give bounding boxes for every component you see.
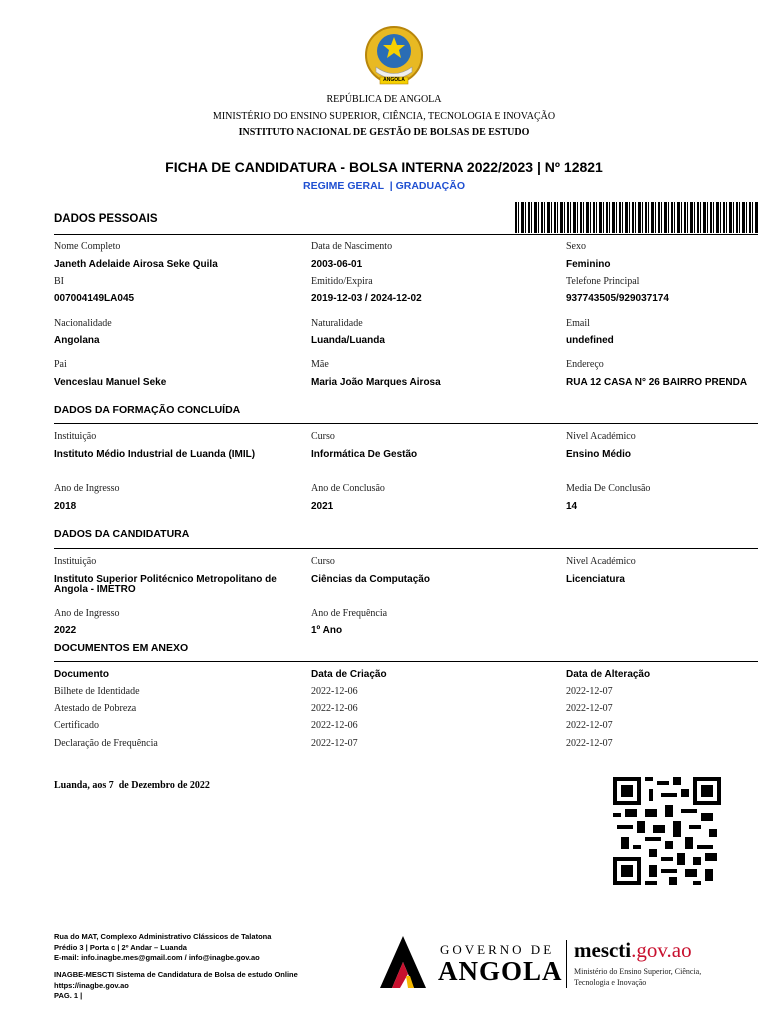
nacionalidade-label: Nacionalidade xyxy=(54,318,112,329)
doc-name: Certificado xyxy=(54,720,99,731)
formacao-instituicao-label: Instituição xyxy=(54,431,97,442)
candidatura-frequencia-value: 1º Ano xyxy=(311,625,343,636)
mescti-desc-line: Tecnologia e Inovação xyxy=(574,978,647,987)
candidatura-frequencia-label: Ano de Frequência xyxy=(311,608,388,619)
governo-de-text: GOVERNO DE xyxy=(440,942,555,957)
doc-col-criacao: Data de Criação xyxy=(311,669,387,680)
candidatura-nivel-value: Licenciatura xyxy=(566,574,625,585)
page-number: PAG. 1 | xyxy=(54,991,83,1000)
candidatura-curso-label: Curso xyxy=(311,556,335,567)
section-dados-pessoais: DADOS PESSOAIS xyxy=(54,213,158,225)
naturalidade-value: Luanda/Luanda xyxy=(311,335,385,346)
formacao-curso-value: Informática De Gestão xyxy=(311,449,418,460)
candidatura-ingresso-label: Ano de Ingresso xyxy=(54,608,120,619)
doc-name: Declaração de Frequência xyxy=(54,738,158,749)
mae-label: Mãe xyxy=(311,359,329,370)
mescti-name: mescti xyxy=(574,938,632,962)
header-line-instituto: INSTITUTO NACIONAL DE GESTÃO DE BOLSAS DE ESTUDO xyxy=(238,127,530,138)
page-title: FICHA DE CANDIDATURA - BOLSA INTERNA 2022/2023 | Nº 12821 xyxy=(165,159,603,175)
candidatura-nivel-label: Nivel Académico xyxy=(566,556,636,567)
telefone-value: 937743505/929037174 xyxy=(566,293,669,304)
formacao-instituicao-value: Instituto Médio Industrial de Luanda (IMIL) xyxy=(54,449,256,460)
doc-criacao: 2022-12-06 xyxy=(311,703,358,714)
nome-label: Nome Completo xyxy=(54,241,121,252)
emitido-label: Emitido/Expira xyxy=(311,276,373,287)
section-formacao: DADOS DA FORMAÇÃO CONCLUÍDA xyxy=(54,404,241,416)
doc-name: Bilhete de Identidade xyxy=(54,686,140,697)
sexo-label: Sexo xyxy=(566,241,586,252)
formacao-media-value: 14 xyxy=(566,501,578,512)
endereco-label: Endereço xyxy=(566,359,604,370)
divider xyxy=(54,661,758,662)
section-documentos: DOCUMENTOS EM ANEXO xyxy=(54,642,189,654)
email-label: Email xyxy=(566,318,590,329)
bi-label: BI xyxy=(54,276,64,287)
formacao-conclusao-value: 2021 xyxy=(311,501,334,512)
footer-line: E-mail: info.inagbe.mes@gmail.com / info@inagbe.gov.ao xyxy=(54,953,260,962)
footer-line: INAGBE-MESCTI Sistema de Candidatura de Bolsa de estudo Online xyxy=(54,970,298,979)
candidatura-instituicao-label: Instituição xyxy=(54,556,97,567)
naturalidade-label: Naturalidade xyxy=(311,318,363,329)
angola-emblem xyxy=(356,25,432,91)
mescti-domain: .gov.ao xyxy=(631,938,692,962)
doc-criacao: 2022-12-06 xyxy=(311,686,358,697)
mescti-wordmark xyxy=(574,938,692,963)
formacao-conclusao-label: Ano de Conclusão xyxy=(311,483,385,494)
endereco-value: RUA 12 CASA N° 26 BAIRRO PRENDA xyxy=(566,377,748,388)
doc-alteracao: 2022-12-07 xyxy=(566,703,613,714)
footer-address xyxy=(54,932,271,964)
candidatura-ingresso-value: 2022 xyxy=(54,625,77,636)
candidatura-instituicao-value-line2: Angola - IMETRO xyxy=(54,584,136,595)
nascimento-value: 2003-06-01 xyxy=(311,259,363,270)
nome-value: Janeth Adelaide Airosa Seke Quila xyxy=(54,259,218,270)
footer-line: Rua do MAT, Complexo Administrativo Clássicos de Talatona xyxy=(54,932,272,941)
barcode xyxy=(515,202,758,233)
footer-line: Prédio 3 | Porta c | 2º Andar – Luanda xyxy=(54,942,187,952)
qr-code xyxy=(613,777,721,885)
formacao-nivel-value: Ensino Médio xyxy=(566,449,631,460)
angola-text: ANGOLA xyxy=(438,956,563,986)
angola-a-icon xyxy=(380,936,426,988)
emblem-text: ANGOLA xyxy=(383,77,405,83)
candidatura-instituicao-value-line1: Instituto Superior Politécnico Metropolitano de xyxy=(54,574,277,585)
logo-divider xyxy=(566,940,567,988)
header-line-ministerio: MINISTÉRIO DO ENSINO SUPERIOR, CIÊNCIA, TECNOLOGIA E INOVAÇÃO xyxy=(212,111,556,122)
telefone-label: Telefone Principal xyxy=(566,276,640,287)
pai-value: Venceslau Manuel Seke xyxy=(54,377,167,388)
footer-line: https://inagbe.gov.ao xyxy=(54,980,129,990)
table-row xyxy=(54,720,758,734)
emitido-value: 2019-12-03 / 2024-12-02 xyxy=(311,293,422,304)
doc-name: Atestado de Pobreza xyxy=(54,703,137,714)
table-row xyxy=(54,686,758,700)
doc-criacao: 2022-12-06 xyxy=(311,720,358,731)
nacionalidade-value: Angolana xyxy=(54,335,100,346)
bi-value: 007004149LA045 xyxy=(54,293,135,304)
doc-col-documento: Documento xyxy=(54,669,109,680)
date-line: Luanda, aos 7 de Dezembro de 2022 xyxy=(54,780,210,791)
page-subtitle: REGIME GERAL | GRADUAÇÃO xyxy=(302,180,465,192)
table-row xyxy=(54,738,758,752)
divider xyxy=(54,234,758,235)
formacao-ingresso-label: Ano de Ingresso xyxy=(54,483,120,494)
mescti-description xyxy=(574,966,701,988)
doc-alteracao: 2022-12-07 xyxy=(566,738,613,749)
section-candidatura: DADOS DA CANDIDATURA xyxy=(54,528,190,540)
pai-label: Pai xyxy=(54,359,67,370)
doc-criacao: 2022-12-07 xyxy=(311,738,358,749)
formacao-nivel-label: Nivel Académico xyxy=(566,431,636,442)
doc-alteracao: 2022-12-07 xyxy=(566,686,613,697)
footer-system xyxy=(54,970,298,1002)
nascimento-label: Data de Nascimento xyxy=(311,241,393,252)
formacao-media-label: Media De Conclusão xyxy=(566,483,651,494)
email-value: undefined xyxy=(566,335,614,346)
formacao-curso-label: Curso xyxy=(311,431,335,442)
mescti-desc-line: Ministério do Ensino Superior, Ciência, xyxy=(574,967,702,976)
mae-value: Maria João Marques Airosa xyxy=(311,377,441,388)
sexo-value: Feminino xyxy=(566,259,611,270)
table-row xyxy=(54,703,758,717)
formacao-ingresso-value: 2018 xyxy=(54,501,77,512)
doc-alteracao: 2022-12-07 xyxy=(566,720,613,731)
header-line-republica: REPÚBLICA DE ANGOLA xyxy=(326,94,442,105)
mescti-logo xyxy=(574,938,764,990)
divider xyxy=(54,548,758,549)
candidatura-curso-value: Ciências da Computação xyxy=(311,574,430,585)
divider xyxy=(54,423,758,424)
governo-angola-logo xyxy=(380,934,563,990)
doc-col-alteracao: Data de Alteração xyxy=(566,669,651,680)
